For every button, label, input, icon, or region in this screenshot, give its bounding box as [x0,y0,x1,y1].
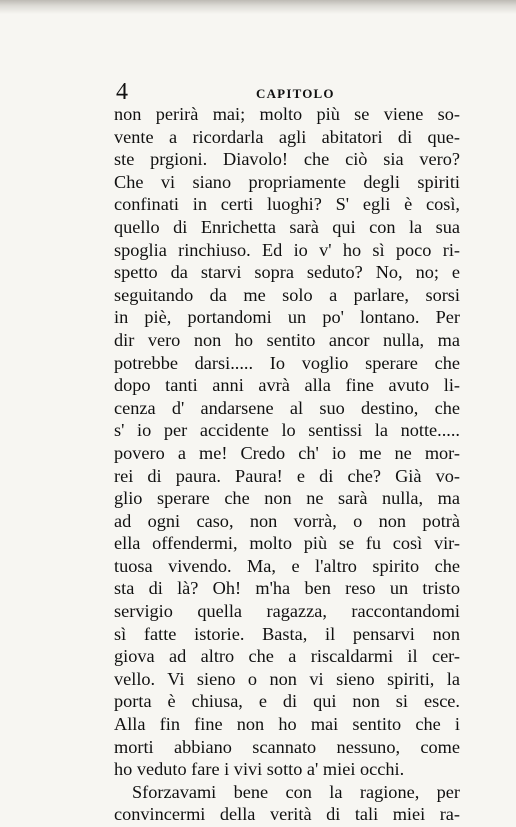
text-line: spoglia rinchiuso. Ed io v' ho sì poco ri- [114,239,460,260]
text-line: non perirà mai; molto più se viene so- [114,104,460,124]
text-line: spetto da starvi sopra seduto? No, no; e [114,262,460,283]
text-line: quello di Enrichetta sarà qui con la sua [114,216,460,237]
text-line: ad ogni caso, non vorrà, o non potrà [114,510,460,531]
body-text [114,103,460,826]
text-line: vente a ricordarla agli abitatori di que- [114,126,460,147]
page-number: 4 [116,79,128,105]
text-line: convincermi della verità di tali miei ra- [114,804,460,825]
text-line: vello. Vi sieno o non vi sieno spiriti, la [114,668,460,689]
text-line: tuosa vivendo. Ma, e l'altro spirito che [114,555,460,576]
text-line: sta di là? Oh! m'ha ben reso un tristo [114,578,460,599]
text-line: seguitando da me solo a parlare, sorsi [114,284,460,305]
text-line: dopo tanti anni avrà alla fine avuto li- [114,375,460,396]
text-line: s' io per accidente lo sentissi la notte..... [114,420,460,441]
text-line: cenza d' andarsene al suo destino, che [114,397,460,418]
text-line: morti abbiano scannato nessuno, come [114,736,460,757]
text-line: povero a me! Credo ch' io me ne mor- [114,442,460,463]
text-line: ella offendermi, molto più se fu così vir- [114,533,460,554]
text-line: confinati in certi luoghi? S' egli è così, [114,194,460,215]
text-line: glio sperare che non ne sarà nulla, ma [114,488,460,509]
text-line: rei di paura. Paura! e di che? Già vo- [114,465,460,486]
text-line: sì fatte istorie. Basta, il pensarvi non [114,623,460,644]
text-line: porta è chiusa, e di qui non si esce. [114,691,460,712]
running-head: CAPITOLO [256,86,335,101]
text-line: servigio quella ragazza, raccontandomi [114,601,460,622]
paragraph-first-line: Sforzavami bene con la ragione, per [132,781,460,802]
text-line: ho veduto fare i vivi sotto a' miei occhi. [114,759,405,780]
text-line: dir vero non ho sentito ancor nulla, ma [114,329,460,350]
text-line: ste prgioni. Diavolo! che ciò sia vero? [114,149,460,170]
text-line: Che vi siano propriamente degli spiriti [114,171,460,192]
text-line: Alla fin fine non ho mai sentito che i [114,714,460,735]
text-line: giova ad altro che a riscaldarmi il cer- [114,646,460,667]
text-line: in piè, portandomi un po' lontano. Per [114,307,460,328]
text-line: potrebbe darsi..... Io voglio sperare che [114,352,460,373]
